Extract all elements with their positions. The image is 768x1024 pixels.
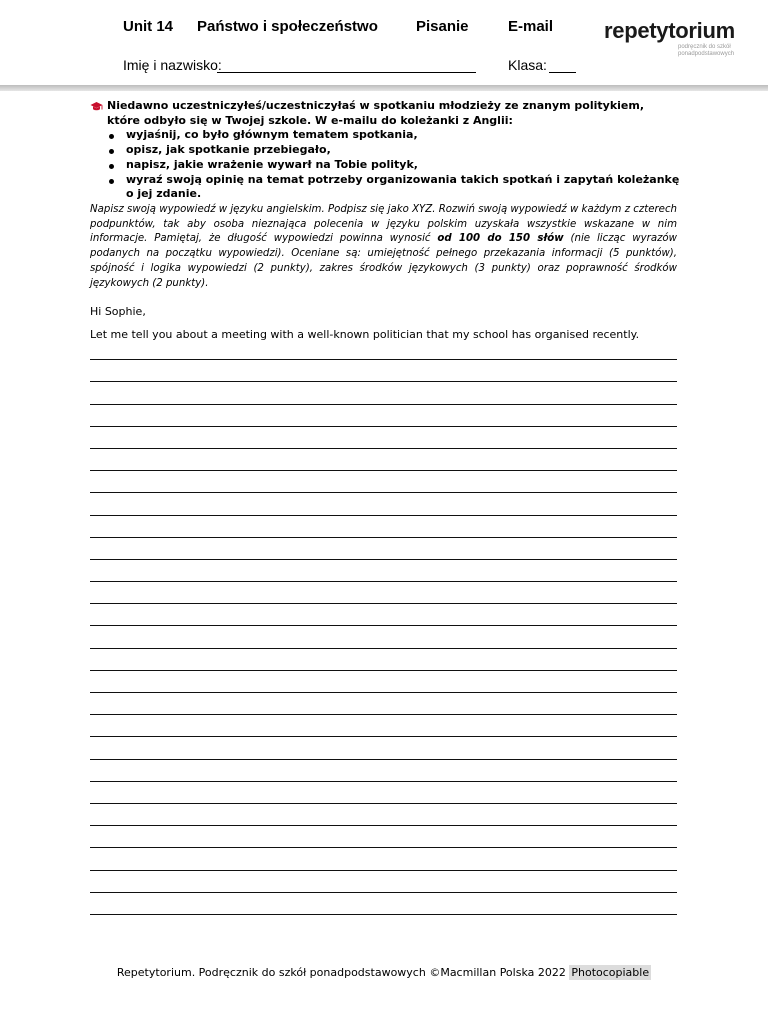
task-bullet-text: opisz, jak spotkanie przebiegało, — [126, 143, 331, 157]
footer-text: Repetytorium. Podręcznik do szkół ponadpodstawowych ©Macmillan Polska 2022 — [116, 966, 570, 979]
writing-line[interactable] — [90, 493, 677, 515]
topic-label: Państwo i społeczeństwo — [197, 18, 378, 35]
instructions-part1: Napisz swoją wypowiedź w języku angielskim. Podpisz się jako XYZ. Rozwiń swoją wypowiedź w każdym z czterech podpunktów, tak aby osoba nieznająca polecenia w języku polskim uzyskała wszystkie wskazane w nim informacje. Pamiętaj, że długość wypowiedzi powinna wynosić — [90, 204, 678, 245]
task-bullet — [90, 173, 680, 202]
writing-line[interactable] — [90, 360, 677, 382]
repetytorium-logo — [604, 18, 750, 58]
name-label: Imię i nazwisko: — [123, 57, 222, 73]
writing-line[interactable] — [90, 604, 677, 626]
writing-line[interactable] — [90, 760, 677, 782]
writing-line[interactable] — [90, 582, 677, 604]
logo-subtitle-line1: podręcznik do szkół — [678, 44, 731, 50]
writing-line[interactable] — [90, 671, 677, 693]
bullet-icon — [109, 149, 114, 154]
page-footer — [0, 966, 768, 979]
writing-line[interactable] — [90, 693, 677, 715]
bullet-icon — [109, 164, 114, 169]
writing-line[interactable] — [90, 826, 677, 848]
bullet-icon — [109, 179, 114, 184]
task-bullet-text: napisz, jakie wrażenie wywarł na Tobie polityk, — [126, 157, 418, 171]
writing-line[interactable] — [90, 560, 677, 582]
class-label: Klasa: — [508, 57, 547, 73]
logo-subtitle-line2: ponadpodstawowych — [678, 51, 735, 57]
photocopiable-badge: Photocopiable — [571, 966, 650, 979]
skill-label: Pisanie — [416, 18, 469, 35]
writing-line[interactable] — [90, 516, 677, 538]
logo-word: repetytorium — [604, 18, 735, 43]
instructions-paragraph — [90, 203, 677, 291]
letter-greeting: Hi Sophie, — [90, 305, 146, 318]
writing-line[interactable] — [90, 737, 677, 759]
writing-line[interactable] — [90, 871, 677, 893]
writing-line[interactable] — [90, 804, 677, 826]
writing-line[interactable] — [90, 338, 677, 360]
instructions-part2: (nie licząc wyrazów podanych na początku wypowiedzi). Oceniane są: umiejętność pełnego przekazania informacji (5 punktów), spójność i logika wypowiedzi (2 punkty), zakres środków językowych (3 punkty) oraz poprawność środków językowych (2 punkty). — [90, 233, 677, 289]
writing-line[interactable] — [90, 782, 677, 804]
writing-line[interactable] — [90, 715, 677, 737]
page-header — [0, 0, 768, 92]
writing-line[interactable] — [90, 449, 677, 471]
task-bullet-text: wyraź swoją opinię na temat potrzeby organizowania takich spotkań i zapytań koleżankę o jej zdanie. — [126, 172, 680, 201]
letter-opening-line: Let me tell you about a meeting with a well-known politician that my school has organised recently. — [90, 328, 640, 341]
instructions-word-count: od 100 do 150 słów — [437, 233, 564, 245]
class-field[interactable] — [549, 72, 576, 73]
header-divider — [0, 85, 768, 91]
task-bullet — [90, 143, 680, 158]
writing-line[interactable] — [90, 427, 677, 449]
type-label: E-mail — [508, 18, 554, 35]
writing-line[interactable] — [90, 626, 677, 648]
writing-line[interactable] — [90, 893, 677, 915]
writing-lines — [90, 338, 677, 915]
writing-line[interactable] — [90, 382, 677, 404]
task-intro-text: Niedawno uczestniczyłeś/uczestniczyłaś w spotkaniu młodzieży ze znanym politykiem, które odbyło się w Twojej szkole. W e-mailu do koleżanki z Anglii: — [107, 99, 645, 127]
bullet-icon — [109, 134, 114, 139]
writing-line[interactable] — [90, 405, 677, 427]
writing-line[interactable] — [90, 538, 677, 560]
writing-line[interactable] — [90, 848, 677, 870]
writing-line[interactable] — [90, 471, 677, 493]
name-field[interactable] — [217, 72, 476, 73]
unit-label: Unit 14 — [123, 18, 174, 35]
task-bullet-text: wyjaśnij, co było głównym tematem spotkania, — [126, 128, 418, 142]
task-prompt — [90, 99, 680, 202]
graduation-cap-icon — [90, 101, 103, 112]
writing-line[interactable] — [90, 649, 677, 671]
task-bullet — [90, 158, 680, 173]
task-intro — [90, 99, 680, 128]
task-bullet — [90, 128, 680, 143]
